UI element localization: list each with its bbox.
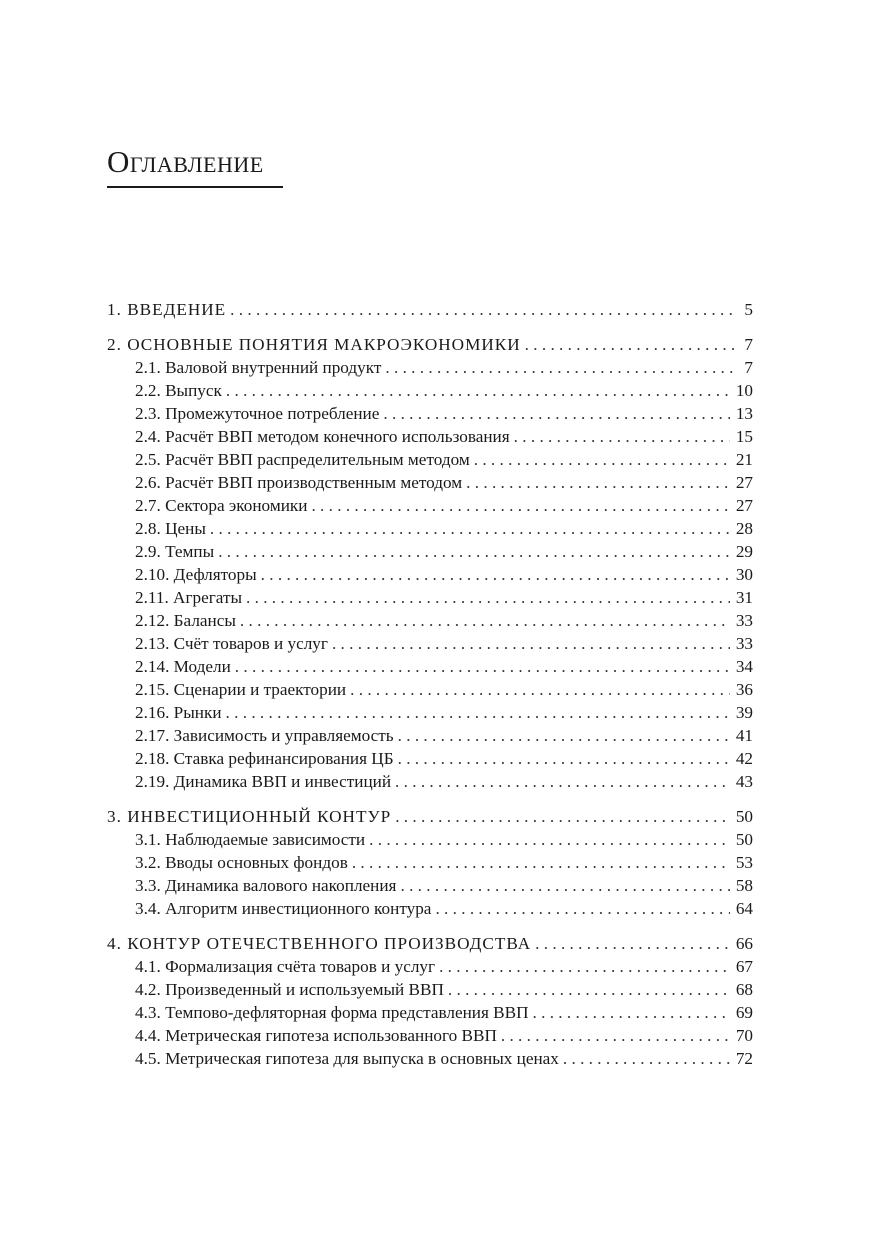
toc-entry-label: 3. ИНВЕСТИЦИОННЫЙ КОНТУР xyxy=(107,807,392,826)
toc-page-number: 15 xyxy=(735,427,753,446)
dot-leader xyxy=(400,874,729,897)
toc-page-number: 50 xyxy=(735,807,753,826)
dot-leader xyxy=(369,828,730,851)
toc-page-number: 10 xyxy=(735,381,753,400)
toc-page-number: 42 xyxy=(735,749,753,768)
dot-leader xyxy=(466,471,730,494)
toc-chapter-entry[interactable] xyxy=(107,805,753,828)
toc-page-number: 43 xyxy=(735,772,753,791)
toc-subsection-entry[interactable] xyxy=(107,828,753,851)
dot-leader xyxy=(311,494,729,517)
toc-chapter-entry[interactable] xyxy=(107,932,753,955)
toc-subsection-entry[interactable] xyxy=(107,494,753,517)
dot-leader xyxy=(395,805,730,828)
toc-subsection-entry[interactable] xyxy=(107,1001,753,1024)
toc-page-number: 28 xyxy=(735,519,753,538)
toc-page-number: 41 xyxy=(735,726,753,745)
toc-subsection-entry[interactable] xyxy=(107,655,753,678)
toc-entry-label: 2.19. Динамика ВВП и инвестиций xyxy=(135,772,392,791)
toc-entry-label: 2.18. Ставка рефинансирования ЦБ xyxy=(135,749,394,768)
dot-leader xyxy=(210,517,730,540)
toc-section xyxy=(107,298,753,321)
toc-entry-label: 2.4. Расчёт ВВП методом конечного использования xyxy=(135,427,510,446)
toc-subsection-entry[interactable] xyxy=(107,724,753,747)
toc-page-number: 67 xyxy=(735,957,753,976)
table-of-contents xyxy=(107,298,753,1082)
toc-subsection-entry[interactable] xyxy=(107,471,753,494)
toc-subsection-entry[interactable] xyxy=(107,586,753,609)
toc-page-number: 13 xyxy=(735,404,753,423)
toc-subsection-entry[interactable] xyxy=(107,540,753,563)
dot-leader xyxy=(439,955,730,978)
toc-subsection-entry[interactable] xyxy=(107,356,753,379)
dot-leader xyxy=(435,897,729,920)
dot-leader xyxy=(501,1024,730,1047)
toc-entry-label: 2.2. Выпуск xyxy=(135,381,222,400)
dot-leader xyxy=(525,333,739,356)
toc-page-number: 50 xyxy=(735,830,753,849)
toc-page-number: 33 xyxy=(735,611,753,630)
toc-entry-label: 1. ВВЕДЕНИЕ xyxy=(107,300,227,319)
toc-subsection-entry[interactable] xyxy=(107,955,753,978)
toc-entry-label: 4.1. Формализация счёта товаров и услуг xyxy=(135,957,436,976)
toc-page-number: 69 xyxy=(735,1003,753,1022)
toc-entry-label: 2.3. Промежуточное потребление xyxy=(135,404,380,423)
toc-subsection-entry[interactable] xyxy=(107,517,753,540)
toc-subsection-entry[interactable] xyxy=(107,609,753,632)
dot-leader xyxy=(226,379,730,402)
toc-entry-label: 2.10. Дефляторы xyxy=(135,565,257,584)
toc-entry-label: 4.5. Метрическая гипотеза для выпуска в основных ценах xyxy=(135,1049,559,1068)
dot-leader xyxy=(218,540,730,563)
toc-entry-label: 2.11. Агрегаты xyxy=(135,588,243,607)
toc-page-number: 66 xyxy=(735,934,753,953)
toc-subsection-entry[interactable] xyxy=(107,747,753,770)
toc-chapter-entry[interactable] xyxy=(107,333,753,356)
toc-subsection-entry[interactable] xyxy=(107,897,753,920)
toc-page-number: 58 xyxy=(735,876,753,895)
dot-leader xyxy=(350,678,730,701)
dot-leader xyxy=(226,701,730,724)
toc-subsection-entry[interactable] xyxy=(107,678,753,701)
toc-entry-label: 3.2. Вводы основных фондов xyxy=(135,853,348,872)
toc-page-number: 7 xyxy=(744,335,753,354)
toc-subsection-entry[interactable] xyxy=(107,563,753,586)
page-title: Оглавление xyxy=(107,144,264,179)
toc-subsection-entry[interactable] xyxy=(107,978,753,1001)
toc-entry-label: 4.3. Темпово-дефляторная форма представления ВВП xyxy=(135,1003,529,1022)
dot-leader xyxy=(535,932,730,955)
toc-subsection-entry[interactable] xyxy=(107,701,753,724)
toc-page-number: 29 xyxy=(735,542,753,561)
toc-entry-label: 3.1. Наблюдаемые зависимости xyxy=(135,830,366,849)
toc-entry-label: 2.12. Балансы xyxy=(135,611,236,630)
toc-section xyxy=(107,932,753,1070)
dot-leader xyxy=(398,724,730,747)
toc-entry-label: 3.4. Алгоритм инвестиционного контура xyxy=(135,899,432,918)
toc-entry-label: 4.4. Метрическая гипотеза использованного ВВП xyxy=(135,1026,497,1045)
dot-leader xyxy=(395,770,730,793)
toc-entry-label: 2.5. Расчёт ВВП распределительным методом xyxy=(135,450,470,469)
toc-entry-label: 2.1. Валовой внутренний продукт xyxy=(135,358,382,377)
toc-entry-label: 2. ОСНОВНЫЕ ПОНЯТИЯ МАКРОЭКОНОМИКИ xyxy=(107,335,521,354)
toc-subsection-entry[interactable] xyxy=(107,851,753,874)
toc-page-number: 33 xyxy=(735,634,753,653)
toc-entry-label: 4. КОНТУР ОТЕЧЕСТВЕННОГО ПРОИЗВОДСТВА xyxy=(107,934,532,953)
toc-entry-label: 2.17. Зависимость и управляемость xyxy=(135,726,394,745)
toc-entry-label: 2.16. Рынки xyxy=(135,703,222,722)
dot-leader xyxy=(246,586,730,609)
toc-page-number: 27 xyxy=(735,473,753,492)
toc-page-number: 34 xyxy=(735,657,753,676)
toc-entry-label: 2.7. Сектора экономики xyxy=(135,496,308,515)
toc-entry-label: 2.9. Темпы xyxy=(135,542,215,561)
toc-section xyxy=(107,333,753,793)
dot-leader xyxy=(533,1001,730,1024)
dot-leader xyxy=(352,851,730,874)
toc-page-number: 70 xyxy=(735,1026,753,1045)
toc-page-number: 36 xyxy=(735,680,753,699)
toc-subsection-entry[interactable] xyxy=(107,402,753,425)
toc-section xyxy=(107,805,753,920)
toc-subsection-entry[interactable] xyxy=(107,1047,753,1070)
toc-page-number: 31 xyxy=(735,588,753,607)
toc-page-number: 64 xyxy=(735,899,753,918)
toc-page-number: 68 xyxy=(735,980,753,999)
toc-page-number: 7 xyxy=(744,358,753,377)
title-underline xyxy=(107,186,283,188)
toc-page-number: 5 xyxy=(744,300,753,319)
dot-leader xyxy=(240,609,730,632)
dot-leader xyxy=(514,425,730,448)
dot-leader xyxy=(563,1047,730,1070)
toc-entry-label: 2.8. Цены xyxy=(135,519,206,538)
toc-entry-label: 4.2. Произведенный и используемый ВВП xyxy=(135,980,444,999)
toc-subsection-entry[interactable] xyxy=(107,770,753,793)
toc-entry-label: 3.3. Динамика валового накопления xyxy=(135,876,397,895)
toc-page-number: 53 xyxy=(735,853,753,872)
toc-chapter-entry[interactable] xyxy=(107,298,753,321)
dot-leader xyxy=(383,402,729,425)
toc-subsection-entry[interactable] xyxy=(107,448,753,471)
toc-entry-label: 2.14. Модели xyxy=(135,657,231,676)
dot-leader xyxy=(474,448,730,471)
toc-entry-label: 2.13. Счёт товаров и услуг xyxy=(135,634,328,653)
dot-leader xyxy=(332,632,730,655)
dot-leader xyxy=(448,978,730,1001)
toc-subsection-entry[interactable] xyxy=(107,632,753,655)
toc-page-number: 27 xyxy=(735,496,753,515)
toc-page-number: 39 xyxy=(735,703,753,722)
toc-subsection-entry[interactable] xyxy=(107,379,753,402)
toc-page-number: 72 xyxy=(735,1049,753,1068)
toc-page-number: 30 xyxy=(735,565,753,584)
dot-leader xyxy=(398,747,730,770)
dot-leader xyxy=(230,298,738,321)
toc-subsection-entry[interactable] xyxy=(107,1024,753,1047)
dot-leader xyxy=(385,356,738,379)
toc-entry-label: 2.6. Расчёт ВВП производственным методом xyxy=(135,473,463,492)
toc-subsection-entry[interactable] xyxy=(107,874,753,897)
dot-leader xyxy=(261,563,730,586)
toc-subsection-entry[interactable] xyxy=(107,425,753,448)
toc-page-number: 21 xyxy=(735,450,753,469)
dot-leader xyxy=(235,655,730,678)
toc-entry-label: 2.15. Сценарии и траектории xyxy=(135,680,347,699)
